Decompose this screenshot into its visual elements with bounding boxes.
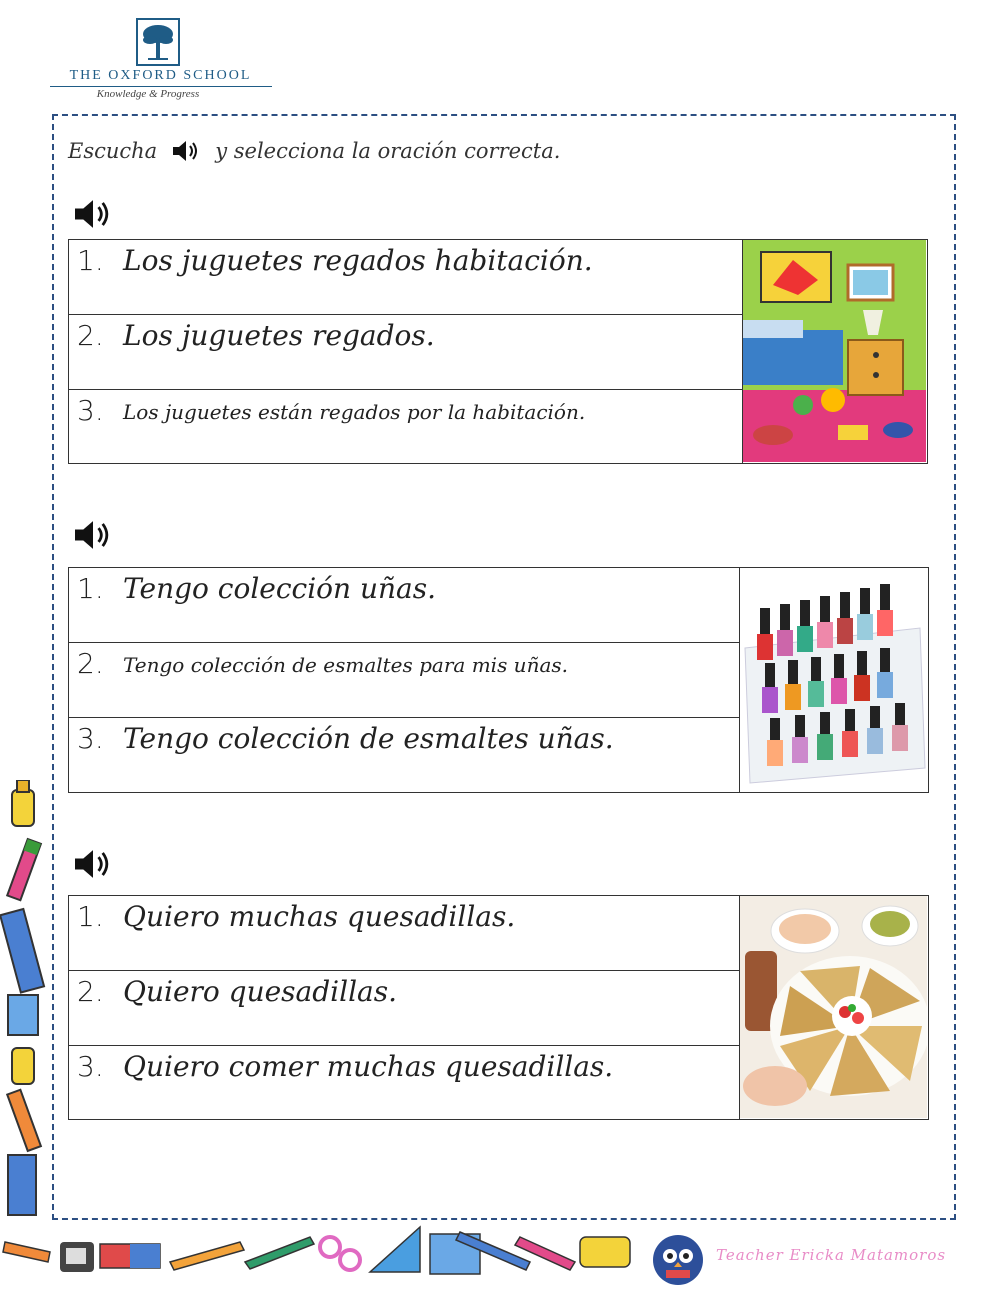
- option-text: Los juguetes regados.: [123, 319, 435, 352]
- eraser-icon: [100, 1244, 160, 1268]
- question-2-table: [68, 567, 929, 793]
- school-name: THE OXFORD SCHOOL: [69, 68, 252, 83]
- school-logo: [48, 18, 273, 102]
- option-number: 3.: [77, 1050, 104, 1083]
- marker-icon: [7, 839, 41, 900]
- teacher-credit: Teacher Ericka Matamoros: [716, 1246, 947, 1264]
- notebook-icon: [8, 995, 38, 1035]
- marker-icon: [7, 1090, 41, 1151]
- nail-polish-rack-icon: [740, 568, 927, 791]
- option-text: Tengo colección uñas.: [123, 572, 436, 605]
- ruler-icon: [0, 909, 44, 992]
- question-1-table: [68, 239, 928, 464]
- school-tagline: Knowledge & Progress: [96, 88, 200, 100]
- option-number: 1.: [77, 900, 104, 933]
- play-audio-button-2[interactable]: [70, 517, 116, 553]
- owl-teacher-logo-icon: [652, 1234, 704, 1286]
- option-text: Quiero muchas quesadillas.: [123, 900, 516, 933]
- question-1-option-2[interactable]: [69, 315, 744, 390]
- play-audio-button-3[interactable]: [70, 846, 116, 882]
- messy-bedroom-image: [742, 240, 927, 463]
- messy-bedroom-icon: [743, 240, 926, 462]
- quesadilla-platter-icon: [740, 896, 927, 1118]
- instruction-before: Escucha: [68, 139, 158, 163]
- option-number: 1.: [77, 572, 104, 605]
- tree-logo-icon: [136, 18, 180, 66]
- option-number: 2.: [77, 319, 104, 352]
- question-1-option-3[interactable]: [69, 390, 744, 462]
- instruction: [68, 138, 560, 164]
- option-number: 3.: [77, 722, 104, 755]
- option-number: 1.: [77, 244, 104, 277]
- speaker-icon: [171, 138, 201, 164]
- option-text: Los juguetes están regados por la habitación.: [123, 400, 586, 424]
- paintbrush-icon: [245, 1237, 314, 1269]
- option-text: Los juguetes regados habitación.: [123, 244, 593, 277]
- play-audio-button-1[interactable]: [70, 196, 116, 232]
- option-text: Quiero quesadillas.: [123, 975, 397, 1008]
- set-square-icon: [370, 1227, 420, 1272]
- glue-bottle-icon: [12, 1048, 34, 1084]
- ruler-icon: [8, 1155, 36, 1215]
- glue-bottle-icon: [12, 780, 34, 826]
- question-3-table: [68, 895, 929, 1120]
- pencil-icon: [170, 1242, 244, 1270]
- school-supplies-bottom-border: [0, 1222, 650, 1288]
- glue-bottle-icon: [580, 1237, 630, 1267]
- question-3-option-1[interactable]: [69, 896, 741, 971]
- question-3-option-2[interactable]: [69, 971, 741, 1046]
- option-text: Tengo colección de esmaltes uñas.: [123, 722, 614, 755]
- question-2-option-1[interactable]: [69, 568, 741, 643]
- pencil-icon: [3, 1242, 50, 1262]
- sharpener-icon: [60, 1242, 94, 1272]
- option-text: Quiero comer muchas quesadillas.: [123, 1050, 614, 1083]
- question-2-option-2[interactable]: [69, 643, 741, 718]
- question-2-option-3[interactable]: [69, 718, 741, 791]
- option-number: 2.: [77, 975, 104, 1008]
- logo-divider: [50, 86, 272, 87]
- option-number: 3.: [77, 394, 104, 427]
- instruction-after: y selecciona la oración correcta.: [215, 139, 561, 163]
- option-number: 2.: [77, 647, 104, 680]
- school-supplies-left-border: [0, 780, 50, 1220]
- question-3-option-3[interactable]: [69, 1046, 741, 1118]
- option-text: Tengo colección de esmaltes para mis uñas.: [123, 653, 568, 677]
- question-1-option-1[interactable]: [69, 240, 744, 315]
- quesadillas-image: [739, 896, 928, 1119]
- nail-polish-image: [739, 568, 928, 792]
- scissors-icon: [320, 1237, 360, 1270]
